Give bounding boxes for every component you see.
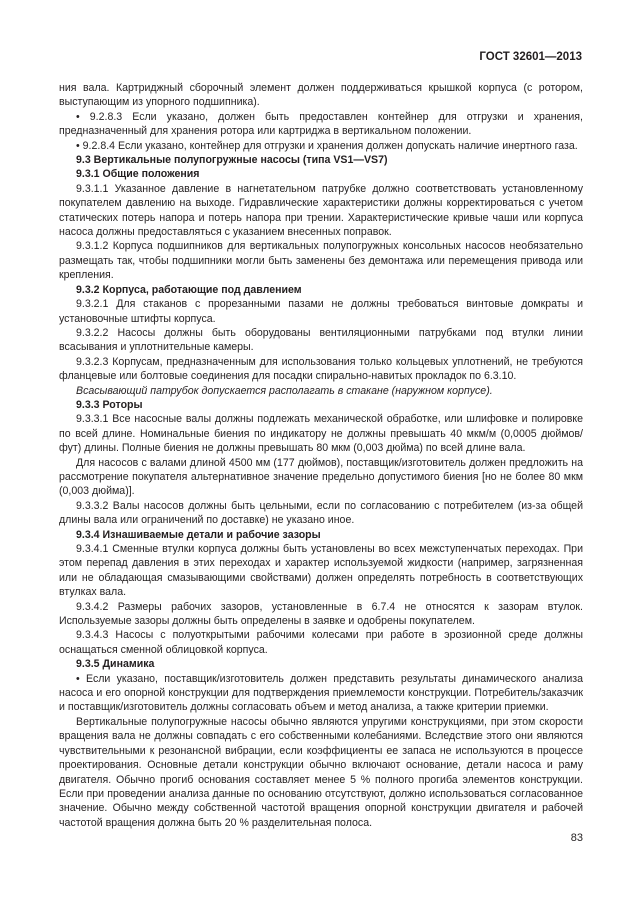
paragraph: 9.3.2.1 Для стаканов с прорезанными пазами не должны требоваться винтовые домкраты и установочные штифты корпуса. [59,298,583,325]
paragraph: 9.3.1.1 Указанное давление в нагнетательном патрубке должно соответствовать установленному покупателем давлению на выходе. Гидравлические характеристики должны корректироваться с учетом статических потерь напора и потерь напора при трении. Характеристические кривые чаши или корпуса насоса должны предоставляться с указанием внесенных поправок. [59,182,583,239]
section-heading: 9.3 Вертикальные полупогружные насосы (типа VS1—VS7) [76,154,388,167]
paragraph: ния вала. Картриджный сборочный элемент должен поддерживаться крышкой корпуса (с ротором, выступающим из упорного подшипника). [59,82,583,109]
paragraph: 9.3.2.2 Насосы должны быть оборудованы вентиляционными патрубками под втулки линии всасывания и уплотнительные камеры. [59,326,583,354]
section-heading: 9.3.5 Динамика [76,658,155,671]
section-heading: 9.3.2 Корпуса, работающие под давлением [76,283,302,296]
note-paragraph: Всасывающий патрубок допускается располагать в стакане (наружном корпусе). [76,384,493,397]
section-heading: 9.3.3 Роторы [76,398,143,411]
paragraph: 9.3.4.1 Сменные втулки корпуса должны быть установлены во всех межступенчатых переходах. При этом перепад давления в этих переходах и характер используемой жидкости (например, загрязненная или не обладающая смазывающими свойствами) должен определять потребность в соответствующих втулках вала. [59,543,583,599]
paragraph: 9.3.4.2 Размеры рабочих зазоров, установленные в 6.7.4 не относятся к зазорам втулок. Используемые зазоры должны быть определены в заявке и одобрены покупателем. [59,600,583,628]
page-number: 83 [570,832,583,844]
paragraph: • 9.2.8.3 Если указано, должен быть предоставлен контейнер для отгрузки и хранения, предназначенный для хранения ротора или картриджа в вертикальном положении. [59,110,583,138]
section-heading: 9.3.1 Общие положения [76,168,200,181]
paragraph: Вертикальные полупогружные насосы обычно являются упругими конструкциями, при этом скорости вращения вала не должны совпадать с его собственными колебаниями. Вследствие этого они являются чувствительными к резонансной вибрации, если коэффициенты ее запаса не используются в процессе проектирования. Основные детали конструкции обычно включают основание, детали насоса и раму двигателя. Обычно прогиб основания составляет менее 5 % полного прогиба элементов конструкции. Если при проведении анализа данные по основанию отсутствуют, должно использоваться согласованное значение. Обычно между собственной частотой вращения опорной конструкции двигателя и рабочей частотой вращения должна быть 20 % разделительная полоса. [59,715,583,829]
paragraph: 9.3.3.1 Все насосные валы должны подлежать механической обработке, или шлифовке и полировке по всей длине. Номинальные биения по индикатору не должны превышать 40 мкм/м (0,0005 дюймов/фут) длины. Полные биения не должны превышать 80 мкм (0,003 дюйма) по всей длине вала. [59,413,583,455]
paragraph: 9.3.3.2 Валы насосов должны быть цельными, если по согласованию с потребителем (из-за общей длины вала или ограничений по доставке) не указано иное. [59,499,583,527]
paragraph: Для насосов с валами длиной 4500 мм (177 дюймов), поставщик/изготовитель должен предложить на рассмотрение покупателя альтернативное значение предельно допустимого биения [но не более 80 мкм (0,003 дюйма)]. [59,456,583,498]
page-body [59,81,583,830]
paragraph: 9.3.2.3 Корпусам, предназначенным для использования только кольцевых уплотнений, не требуются фланцевые или болтовые соединения для посадки спирально-навитых прокладок по 6.3.10. [59,355,583,383]
section-heading: 9.3.4 Изнашиваемые детали и рабочие зазоры [76,528,321,541]
paragraph: • 9.2.8.4 Если указано, контейнер для отгрузки и хранения должен допускать наличие инертного газа. [76,139,578,152]
paragraph: 9.3.1.2 Корпуса подшипников для вертикальных полупогружных консольных насосов необязательно размещать так, чтобы подшипники могли быть заменены без демонтажа или перемещения привода или крепления. [59,240,583,282]
document-id: ГОСТ 32601—2013 [479,51,582,63]
paragraph: 9.3.4.3 Насосы с полуоткрытыми рабочими колесами при работе в эрозионной среде должны оснащаться сменной облицовкой корпуса. [59,629,583,656]
paragraph: • Если указано, поставщик/изготовитель должен представить результаты динамического анализа насоса и его опорной конструкции для подтверждения приемлемости конструкции. Потребитель/заказчик и поставщик/изготовитель должны согласовать объем и метод анализа, а также критерии приемки. [59,672,583,714]
